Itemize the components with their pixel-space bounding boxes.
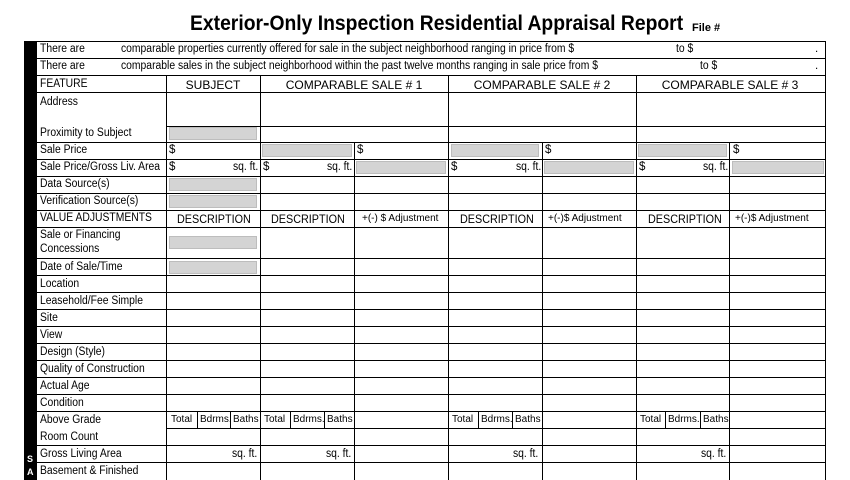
- comp2-description-header: DESCRIPTION: [460, 212, 534, 226]
- rule: [37, 275, 826, 276]
- header-comp2: COMPARABLE SALE # 2: [473, 78, 611, 92]
- comp2-gla-sqft: sq. ft.: [516, 161, 542, 173]
- comp3-gla-dollar: $: [639, 161, 646, 173]
- row-leasehold: Leasehold/Fee Simple: [40, 295, 143, 307]
- col-rule: [260, 75, 261, 480]
- row-value-adjustments: VALUE ADJUSTMENTS: [40, 212, 152, 224]
- row-design: Design (Style): [40, 346, 105, 358]
- col-rule: [542, 142, 543, 480]
- col-rule: [448, 75, 449, 480]
- intro-line1-lead: There are: [40, 43, 85, 55]
- rule: [37, 377, 826, 378]
- subject-bdrms-label: Bdrms.: [200, 414, 232, 425]
- subject-description-header: DESCRIPTION: [177, 212, 251, 226]
- subject-baths-label: Baths: [233, 414, 259, 425]
- row-location: Location: [40, 278, 80, 290]
- rule: [37, 227, 826, 228]
- header-feature: FEATURE: [40, 78, 88, 90]
- rule: [37, 326, 826, 327]
- rule: [37, 75, 826, 76]
- report-title: Exterior-Only Inspection Residential Appraisal Report: [190, 12, 684, 35]
- comp1-description-header: DESCRIPTION: [271, 212, 345, 226]
- comp2-total-label: Total: [452, 414, 474, 425]
- shaded-cell: [169, 261, 257, 274]
- col-rule: [729, 142, 730, 480]
- comp3-living-sqft: sq. ft.: [701, 448, 727, 460]
- row-proximity: Proximity to Subject: [40, 127, 132, 139]
- shaded-cell: [451, 144, 539, 157]
- row-condition: Condition: [40, 397, 84, 409]
- shaded-cell: [169, 127, 257, 140]
- shaded-cell: [638, 144, 727, 157]
- rule: [37, 360, 826, 361]
- rule: [37, 92, 826, 93]
- row-sale-price-gla: Sale Price/Gross Liv. Area: [40, 161, 161, 173]
- rule: [37, 159, 826, 160]
- comp2-bdrms-label: Bdrms.: [481, 414, 513, 425]
- row-basement: Basement & Finished: [40, 465, 139, 477]
- side-letter-s: S: [27, 454, 34, 464]
- row-verification: Verification Source(s): [40, 195, 139, 207]
- rule: [166, 428, 826, 429]
- row-concessions: Concessions: [40, 243, 100, 255]
- shaded-cell: [169, 236, 257, 249]
- intro-line2-text: comparable sales in the subject neighborhood within the past twelve months ranging in sale price from $: [121, 60, 598, 72]
- intro-line2-to: to $: [700, 60, 718, 72]
- rule: [37, 193, 826, 194]
- shaded-cell: [169, 195, 257, 208]
- comp3-adjustment-header: +(-)$ Adjustment: [735, 213, 809, 224]
- rule: [37, 258, 826, 259]
- comp2-living-sqft: sq. ft.: [513, 448, 539, 460]
- row-above-grade: Above Grade: [40, 414, 101, 426]
- file-number-label: File #: [692, 22, 721, 34]
- rule: [37, 394, 826, 395]
- subject-sale-price-dollar: $: [169, 144, 176, 156]
- comp3-description-header: DESCRIPTION: [648, 212, 722, 226]
- comp1-living-sqft: sq. ft.: [326, 448, 352, 460]
- rule: [37, 445, 826, 446]
- col-rule: [166, 75, 167, 480]
- comp3-baths-label: Baths: [703, 414, 729, 425]
- rule: [37, 58, 826, 59]
- side-letter-a: A: [27, 467, 34, 477]
- comp1-bdrms-label: Bdrms.: [293, 414, 325, 425]
- rule: [37, 411, 826, 412]
- comp1-gla-dollar: $: [263, 161, 270, 173]
- rule: [37, 343, 826, 344]
- intro-line2-lead: There are: [40, 60, 85, 72]
- rule: [37, 292, 826, 293]
- shaded-cell: [262, 144, 352, 157]
- comp1-gla-sqft: sq. ft.: [327, 161, 353, 173]
- row-site: Site: [40, 312, 58, 324]
- rule: [37, 462, 826, 463]
- comp2-adjustment-header: +(-)$ Adjustment: [548, 213, 622, 224]
- col-rule: [354, 142, 355, 480]
- comp1-baths-label: Baths: [327, 414, 353, 425]
- header-subject: SUBJECT: [185, 78, 241, 92]
- rule: [37, 210, 826, 211]
- comp2-sale-price-dollar: $: [545, 144, 552, 156]
- row-view: View: [40, 329, 63, 341]
- comp2-baths-label: Baths: [515, 414, 541, 425]
- subject-total-label: Total: [171, 414, 193, 425]
- rule: [166, 126, 826, 127]
- rule: [37, 309, 826, 310]
- row-sale-price: Sale Price: [40, 144, 88, 156]
- subject-gla-dollar: $: [169, 161, 176, 173]
- comp1-total-label: Total: [264, 414, 286, 425]
- rule: [37, 176, 826, 177]
- row-gla: Gross Living Area: [40, 448, 122, 460]
- comp1-sale-price-dollar: $: [357, 144, 364, 156]
- subject-living-sqft: sq. ft.: [232, 448, 258, 460]
- comp3-total-label: Total: [640, 414, 662, 425]
- row-data-sources: Data Source(s): [40, 178, 110, 190]
- comp1-adjustment-header: +(-) $ Adjustment: [362, 213, 439, 224]
- intro-line1-to: to $: [676, 43, 694, 55]
- shaded-cell: [732, 161, 824, 174]
- row-address: Address: [40, 96, 78, 108]
- col-rule: [197, 411, 198, 428]
- col-rule: [478, 411, 479, 428]
- col-rule: [290, 411, 291, 428]
- shaded-cell: [169, 178, 257, 191]
- comp3-gla-sqft: sq. ft.: [703, 161, 729, 173]
- intro-line2-end: .: [815, 60, 819, 72]
- row-actual-age: Actual Age: [40, 380, 90, 392]
- comp3-sale-price-dollar: $: [733, 144, 740, 156]
- section-side-bar: [24, 42, 37, 480]
- rule: [37, 142, 826, 143]
- intro-line1-end: .: [815, 43, 819, 55]
- intro-line1-text: comparable properties currently offered for sale in the subject neighborhood ranging in price from $: [121, 43, 575, 55]
- row-quality: Quality of Construction: [40, 363, 145, 375]
- comp2-gla-dollar: $: [451, 161, 458, 173]
- comp3-bdrms-label: Bdrms.: [668, 414, 700, 425]
- row-sale-financing: Sale or Financing: [40, 229, 121, 241]
- header-comp1: COMPARABLE SALE # 1: [285, 78, 423, 92]
- row-date-of-sale: Date of Sale/Time: [40, 261, 123, 273]
- col-rule: [636, 75, 637, 480]
- shaded-cell: [544, 161, 634, 174]
- col-rule: [700, 411, 701, 428]
- row-room-count: Room Count: [40, 431, 99, 443]
- subject-gla-sqft: sq. ft.: [233, 161, 259, 173]
- shaded-cell: [356, 161, 446, 174]
- col-rule: [665, 411, 666, 428]
- header-comp3: COMPARABLE SALE # 3: [661, 78, 799, 92]
